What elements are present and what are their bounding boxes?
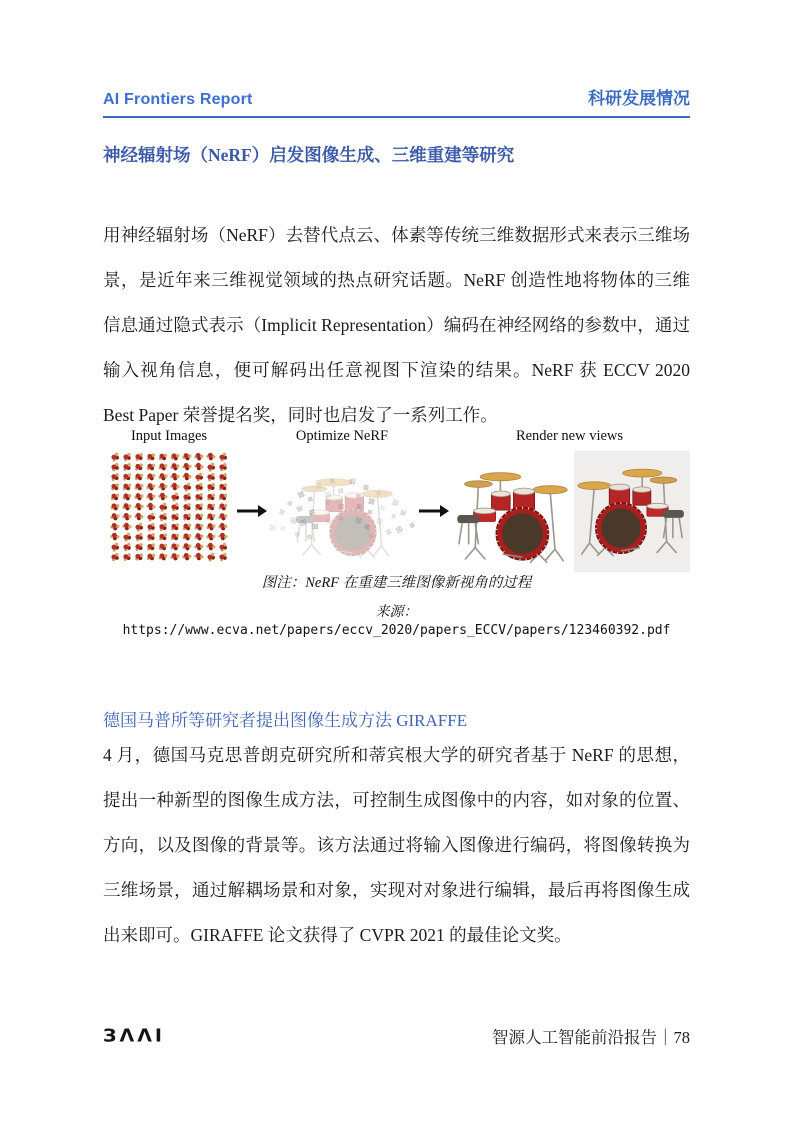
camera-frustum-icon: ⊠: [356, 492, 362, 500]
nerf-pipeline-figure: [103, 428, 690, 572]
arrow-right-icon: [417, 501, 449, 521]
camera-frustum-icon: ⊠: [337, 514, 344, 522]
figure-labels: [103, 428, 690, 445]
camera-frustum-icon: ⊠: [323, 489, 333, 500]
camera-frustum-icon: ⊠: [279, 524, 287, 533]
camera-frustum-icon: ⊠: [306, 533, 313, 542]
camera-frustum-icon: ⊠: [293, 530, 302, 540]
camera-frustum-icon: ⊠: [298, 517, 308, 529]
camera-frustum-icon: ⊠: [355, 503, 363, 512]
input-thumbnail: [108, 550, 122, 563]
camera-frustum-icon: ⊠: [366, 508, 374, 517]
drum-kit-render-2-frame: [574, 451, 690, 572]
input-thumbnail: [204, 550, 218, 564]
input-thumbnail: [182, 522, 193, 531]
camera-frustum-icon: ⊠: [377, 503, 386, 513]
input-thumbnail: [145, 451, 157, 462]
camera-frustum-icon: ⊠: [306, 495, 314, 504]
drum-kit-render-2: [577, 455, 687, 565]
input-thumbnail: [169, 521, 181, 532]
page-header: [103, 84, 690, 118]
camera-frustum-icon: ⊠: [337, 486, 345, 496]
input-thumbnail: [133, 551, 145, 562]
paragraph-nerf: 用神经辐射场（NeRF）去替代点云、体素等传统三维数据形式来表示三维场景，是近年来三维视觉领域的热点研究话题。NeRF 创造性地将物体的三维信息通过隐式表示（Implicit Representation）编码在神经网络的参数中，通过输入视角信息，便可解码出任意视图下渲染的结果。NeRF 获 ECCV 2020 Best Paper 荣誉提名奖，同时也启发了一系列工作。: [103, 225, 690, 425]
camera-frustum-icon: ⊠: [398, 508, 408, 519]
label-input-images: Input Images: [130, 428, 208, 444]
input-images-panel: [103, 450, 235, 572]
input-thumbnail: [205, 491, 217, 502]
input-images-grid: [110, 450, 229, 572]
input-thumbnail: [168, 551, 181, 563]
optimize-nerf-panel: [267, 450, 417, 572]
camera-frustum-icon: ⊠: [390, 512, 398, 522]
input-thumbnail: [122, 482, 133, 491]
camera-frustum-icon: ⊠: [367, 531, 376, 541]
input-thumbnail: [218, 492, 229, 501]
camera-frustum-icon: ⊠: [337, 502, 345, 512]
input-thumbnail: [134, 472, 145, 481]
input-thumbnail: [157, 531, 169, 542]
camera-frustum-icon: ⊠: [328, 477, 336, 486]
input-thumbnail: [216, 550, 230, 563]
input-thumbnail: [158, 542, 169, 551]
input-thumbnail: [158, 452, 169, 461]
source-url: https://www.ecva.net/papers/eccv_2020/papers_ECCV/papers/123460392.pdf: [122, 623, 671, 638]
input-thumbnail: [157, 551, 169, 562]
camera-frustum-icon: ⊠: [363, 484, 370, 493]
label-render-new-views: Render new views: [515, 428, 624, 444]
camera-frustum-icon: ⊠: [390, 497, 400, 509]
input-thumbnail: [217, 481, 229, 492]
camera-frustum-icon: ⊠: [375, 489, 382, 498]
input-thumbnail: [110, 492, 121, 501]
camera-frustum-icon: ⊠: [285, 499, 294, 509]
camera-frustum-icon: ⊠: [295, 488, 306, 500]
camera-frustum-icon: ⊠: [348, 476, 357, 487]
camera-frustum-icon: ⊠: [288, 515, 299, 527]
input-thumbnail: [109, 481, 121, 492]
input-thumbnail: [146, 462, 157, 471]
figure-caption: 图注：NeRF 在重建三维图像新视角的过程: [261, 575, 532, 591]
page-footer: [103, 1024, 690, 1048]
arrow-right-icon: [235, 501, 267, 521]
figure-source: [103, 601, 690, 639]
paragraph-giraffe: 4 月，德国马克思普朗克研究所和蒂宾根大学的研究者基于 NeRF 的思想，提出一种新型的图像生成方法，可控制生成图像中的内容，如对象的位置、方向，以及图像的背景等。该方法通过将输入图像进行编码，将图像转换为三维场景，通过解耦场景和对象，实现对对象进行编辑，最后再将图像生成出来即可。GIRAFFE 论文获得了 CVPR 2021 的最佳论文奖。: [103, 745, 690, 945]
input-thumbnail: [170, 532, 181, 541]
camera-frustum-icon: ⊠: [277, 507, 287, 517]
camera-frustum-icon: ⊠: [307, 507, 316, 517]
input-thumbnail: [133, 461, 145, 472]
section-name: 科研发展情况: [588, 89, 690, 108]
input-thumbnail: [146, 552, 157, 561]
drum-kit-render-1: [454, 458, 568, 572]
camera-frustum-icon: ⊠: [295, 503, 305, 514]
input-thumbnail: [206, 502, 217, 511]
subsection-heading: 德国马普所等研究者提出图像生成方法 GIRAFFE: [103, 711, 468, 730]
input-thumbnail: [181, 511, 193, 522]
camera-frustum-icon: ⊠: [314, 481, 323, 492]
camera-frustum-icon: ⊠: [393, 523, 405, 536]
baai-logo: ЗΛΛI: [103, 1025, 165, 1047]
camera-frustum-icon: ⊠: [311, 521, 320, 531]
source-label: 来源：: [375, 605, 418, 620]
camera-frustum-icon: ⊠: [268, 522, 277, 533]
camera-frustum-icon: ⊠: [374, 516, 385, 528]
input-thumbnail: [145, 541, 157, 552]
section-heading: 神经辐射场（NeRF）启发图像生成、三维重建等研究: [103, 145, 515, 165]
camera-frustum-icon: ⊠: [362, 521, 372, 532]
footer-report-name-and-page-number: 智源人工智能前沿报告｜78: [492, 1028, 690, 1047]
camera-frustum-icon: ⊠: [324, 500, 331, 508]
input-thumbnail: [121, 471, 133, 482]
render-views-panel: [449, 450, 690, 572]
input-thumbnail: [194, 512, 205, 521]
label-optimize-nerf: Optimize NeRF: [295, 428, 389, 444]
camera-frustum-icon: ⊠: [353, 515, 363, 526]
report-title: AI Frontiers Report: [103, 91, 253, 108]
input-thumbnail: [193, 501, 205, 512]
input-thumbnail: [120, 551, 133, 563]
camera-frustum-icon: ⊠: [326, 518, 333, 527]
camera-frustum-icon: ⊠: [384, 527, 394, 538]
camera-frustum-icon: ⊠: [367, 496, 376, 507]
camera-frustum-icon: ⊠: [408, 521, 417, 530]
